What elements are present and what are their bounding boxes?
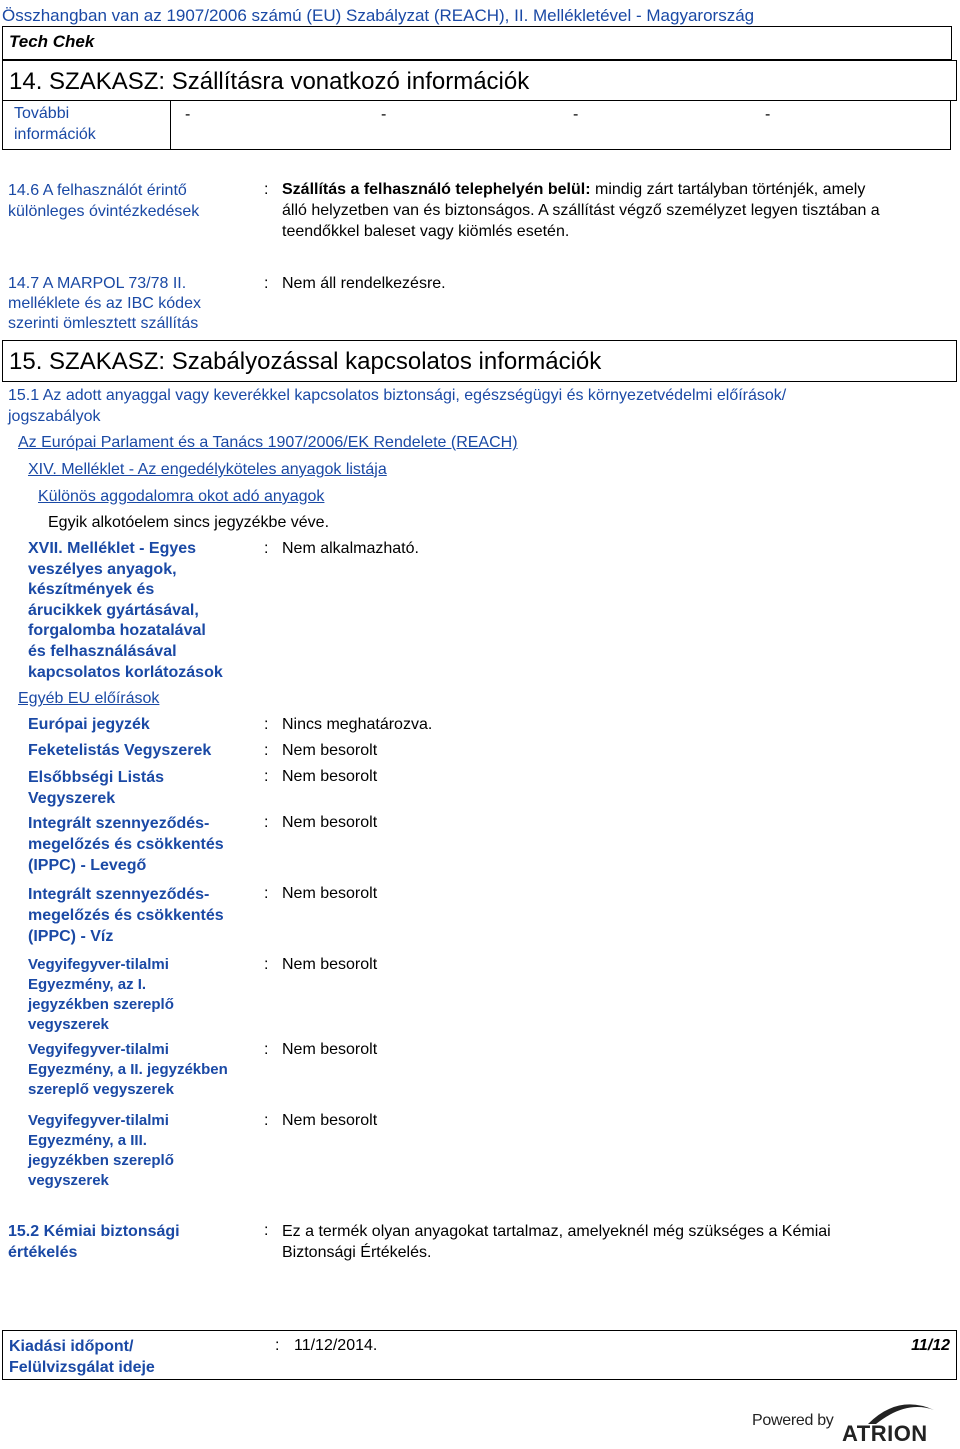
label-line: vegyszerek	[28, 1016, 109, 1033]
further-info-value: -	[573, 106, 579, 123]
brand-name: ATRION	[842, 1421, 928, 1446]
item-14-6-line3: teendőkkel baleset vagy kiömlés esetén.	[282, 223, 570, 240]
label-line: (IPPC) - Víz	[28, 928, 114, 945]
colon: :	[264, 742, 269, 759]
other-eu-row-value: Nem besorolt	[282, 1041, 378, 1058]
further-info-table	[2, 100, 951, 150]
value-line: Ez a termék olyan anyagokat tartalmaz, amelyeknél még szükséges a Kémiai	[282, 1223, 831, 1240]
other-eu-row-value: Nem besorolt	[282, 1112, 378, 1129]
colon: :	[264, 716, 269, 733]
annex-xvii-label-line: kapcsolatos korlátozások	[28, 663, 223, 681]
colon: :	[264, 181, 269, 198]
item-15-1-title: jogszabályok	[8, 408, 101, 425]
other-eu-row-value: Nem besorolt	[282, 742, 378, 759]
item-15-2-value	[282, 1221, 831, 1263]
other-eu-row-label	[28, 767, 164, 809]
item-14-7-label-line: melléklete és az IBC kódex	[8, 295, 201, 312]
product-name: Tech Chek	[9, 32, 95, 51]
other-eu-row-label: Feketelistás Vegyszerek	[28, 742, 212, 759]
label-line: jegyzékben szereplő	[28, 996, 174, 1013]
item-14-7-label-line: 14.7 A MARPOL 73/78 II.	[8, 275, 187, 292]
colon: :	[264, 1041, 269, 1058]
colon: :	[264, 1112, 269, 1129]
other-eu-row-label	[28, 1111, 174, 1191]
label-line: Vegyifegyver-tilalmi	[28, 1041, 169, 1058]
annex-xvii-label	[28, 539, 223, 683]
label-line: Egyezmény, a III.	[28, 1132, 147, 1149]
colon: :	[264, 1222, 269, 1239]
page-number: 11/12	[911, 1337, 950, 1354]
item-14-6-line1	[282, 180, 865, 200]
other-eu-row-label	[28, 955, 174, 1035]
section15-heading-box	[2, 340, 957, 382]
other-eu-row-label	[28, 884, 224, 947]
table-divider	[170, 101, 171, 149]
issue-date: 11/12/2014.	[294, 1337, 378, 1354]
colon: :	[264, 814, 269, 831]
label-line: Integrált szennyeződés-	[28, 886, 210, 903]
label-line: Integrált szennyeződés-	[28, 815, 210, 832]
label-line: jegyzékben szereplő	[28, 1152, 174, 1169]
item-14-6-label: 14.6 A felhasználót érintő különleges óvintézkedések	[8, 182, 200, 220]
other-eu-row-value: Nem besorolt	[282, 956, 378, 973]
label-line: értékelés	[8, 1244, 78, 1261]
colon: :	[264, 540, 269, 557]
section14-heading-box	[2, 60, 957, 101]
colon: :	[264, 885, 269, 902]
label-line: megelőzés és csökkentés	[28, 907, 224, 924]
colon: :	[264, 956, 269, 973]
product-name-box	[2, 26, 952, 60]
colon: :	[275, 1337, 280, 1354]
further-info-value: -	[381, 106, 387, 123]
item-14-7-value: Nem áll rendelkezésre.	[282, 275, 446, 292]
label-line: megelőzés és csökkentés	[28, 836, 224, 853]
reach-link[interactable]: Az Európai Parlament és a Tanács 1907/2006/EK Rendelete (REACH)	[18, 434, 518, 451]
annex-xvii-label-line: készítmények és	[28, 581, 155, 599]
regulation-title: Összhangban van az 1907/2006 számú (EU) Szabályzat (REACH), II. Mellékletével - Magyarország	[2, 6, 755, 25]
label-line: Egyezmény, a II. jegyzékben	[28, 1061, 228, 1078]
annex-xvii-value: Nem alkalmazható.	[282, 540, 419, 557]
item-15-2-label	[8, 1221, 180, 1263]
atrion-logo	[840, 1396, 958, 1446]
other-eu-row-value: Nem besorolt	[282, 768, 378, 785]
section14-heading: 14. SZAKASZ: Szállításra vonatkozó információk	[9, 68, 530, 95]
annex-xiv-link[interactable]: XIV. Melléklet - Az engedélyköteles anyagok listája	[28, 461, 387, 478]
other-eu-row-value: Nincs meghatározva.	[282, 716, 433, 733]
item-15-1-title: 15.1 Az adott anyaggal vagy keverékkel kapcsolatos biztonsági, egészségügyi és környezetvédelmi előírások/	[8, 387, 787, 404]
svhc-text: Egyik alkotóelem sincs jegyzékbe véve.	[48, 514, 330, 531]
further-info-value: -	[765, 106, 771, 123]
svhc-link[interactable]: Különös aggodalomra okot adó anyagok	[38, 488, 325, 505]
other-eu-row-label: Európai jegyzék	[28, 716, 150, 733]
footer-box	[2, 1330, 957, 1380]
label-line: Egyezmény, az I.	[28, 976, 147, 993]
colon: :	[264, 768, 269, 785]
annex-xvii-label-line: árucikkek gyártásával,	[28, 601, 199, 619]
label-line: 15.2 Kémiai biztonsági	[8, 1223, 180, 1240]
item-14-6-line2: álló helyzetben van és biztonságos. A szállítást végző személyzet legyen tisztában a	[282, 202, 880, 219]
issue-date-label	[9, 1336, 155, 1378]
value-line: Biztonsági Értékelés.	[282, 1244, 432, 1261]
other-eu-link[interactable]: Egyéb EU előírások	[18, 690, 160, 707]
powered-by-text: Powered by	[752, 1412, 834, 1429]
label-line: (IPPC) - Levegő	[28, 857, 147, 874]
further-info-value: -	[185, 106, 191, 123]
other-eu-row-label	[28, 813, 224, 876]
label-line: Vegyifegyver-tilalmi	[28, 1112, 169, 1129]
label-line: Elsőbbségi Listás	[28, 769, 165, 786]
other-eu-row-value: Nem besorolt	[282, 814, 378, 831]
item-14-7-label-line: szerinti ömlesztett szállítás	[8, 315, 199, 332]
other-eu-row-label	[28, 1040, 228, 1100]
colon: :	[264, 275, 269, 292]
label-line: vegyszerek	[28, 1172, 109, 1189]
annex-xvii-label-line: és felhasználásával	[28, 642, 177, 660]
item-14-6-bold-lead: Szállítás a felhasználó telephelyén belül:	[282, 181, 591, 198]
section15-heading: 15. SZAKASZ: Szabályozással kapcsolatos információk	[9, 348, 602, 375]
annex-xvii-label-line: XVII. Melléklet - Egyes	[28, 540, 197, 557]
label-line: Vegyifegyver-tilalmi	[28, 956, 169, 973]
label-line: Kiadási időpont/	[9, 1338, 134, 1355]
label-line: Felülvizsgálat ideje	[9, 1359, 155, 1376]
annex-xvii-label-line: veszélyes anyagok,	[28, 560, 177, 578]
further-info-label: További információk	[14, 105, 96, 143]
other-eu-row-value: Nem besorolt	[282, 885, 378, 902]
item-14-6-text: mindig zárt tartályban történjék, amely	[595, 181, 866, 198]
label-line: Vegyszerek	[28, 790, 116, 807]
label-line: szereplő vegyszerek	[28, 1081, 174, 1098]
annex-xvii-label-line: forgalomba hozatalával	[28, 622, 206, 640]
